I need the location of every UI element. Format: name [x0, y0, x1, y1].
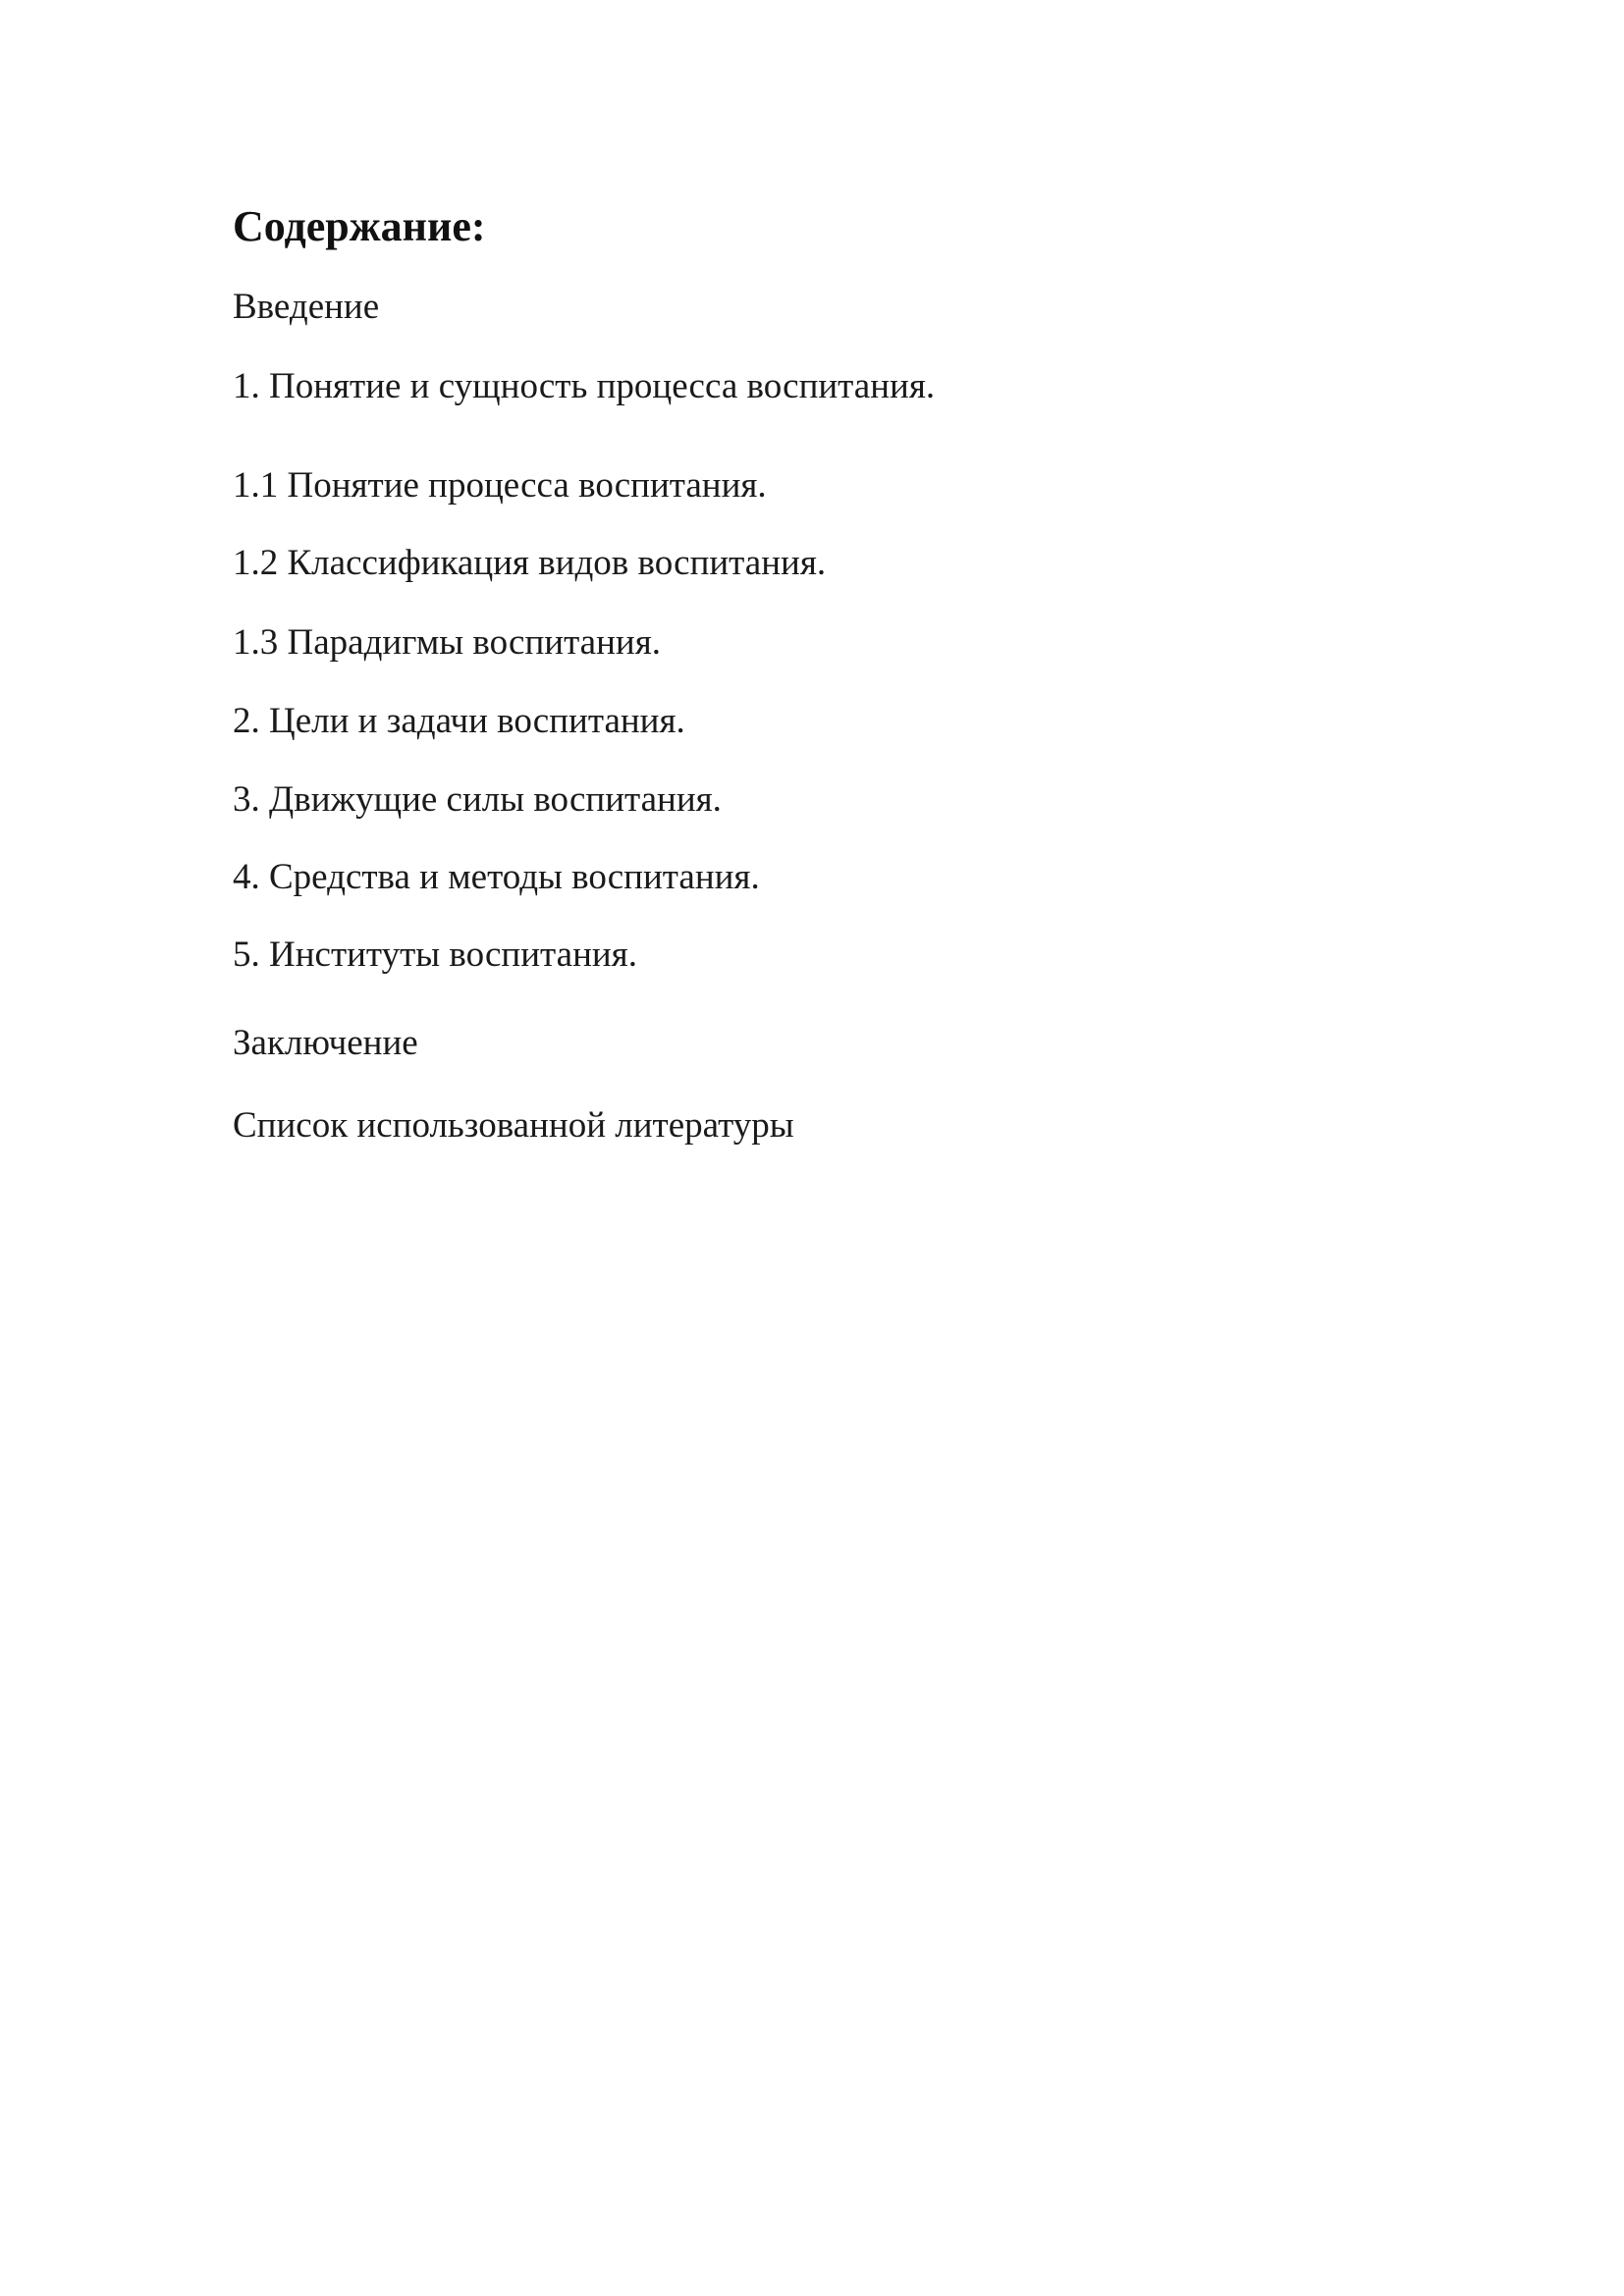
toc-entry-introduction: Введение	[233, 287, 380, 327]
toc-entry-chapter-2: 2. Цели и задачи воспитания.	[233, 701, 685, 741]
toc-entry-section-1-3: 1.3 Парадигмы воспитания.	[233, 622, 661, 663]
toc-entry-bibliography: Список использованной литературы	[233, 1105, 794, 1146]
toc-entry-chapter-4: 4. Средства и методы воспитания.	[233, 857, 760, 897]
toc-entry-chapter-5: 5. Институты воспитания.	[233, 934, 637, 975]
toc-entry-section-1-1: 1.1 Понятие процесса воспитания.	[233, 465, 767, 506]
toc-entry-section-1-2: 1.2 Классификация видов воспитания.	[233, 543, 827, 583]
toc-entry-chapter-3: 3. Движущие силы воспитания.	[233, 779, 722, 820]
toc-entry-conclusion: Заключение	[233, 1023, 418, 1063]
toc-title: Содержание:	[233, 202, 486, 250]
toc-entry-chapter-1: 1. Понятие и сущность процесса воспитания.	[233, 366, 936, 406]
